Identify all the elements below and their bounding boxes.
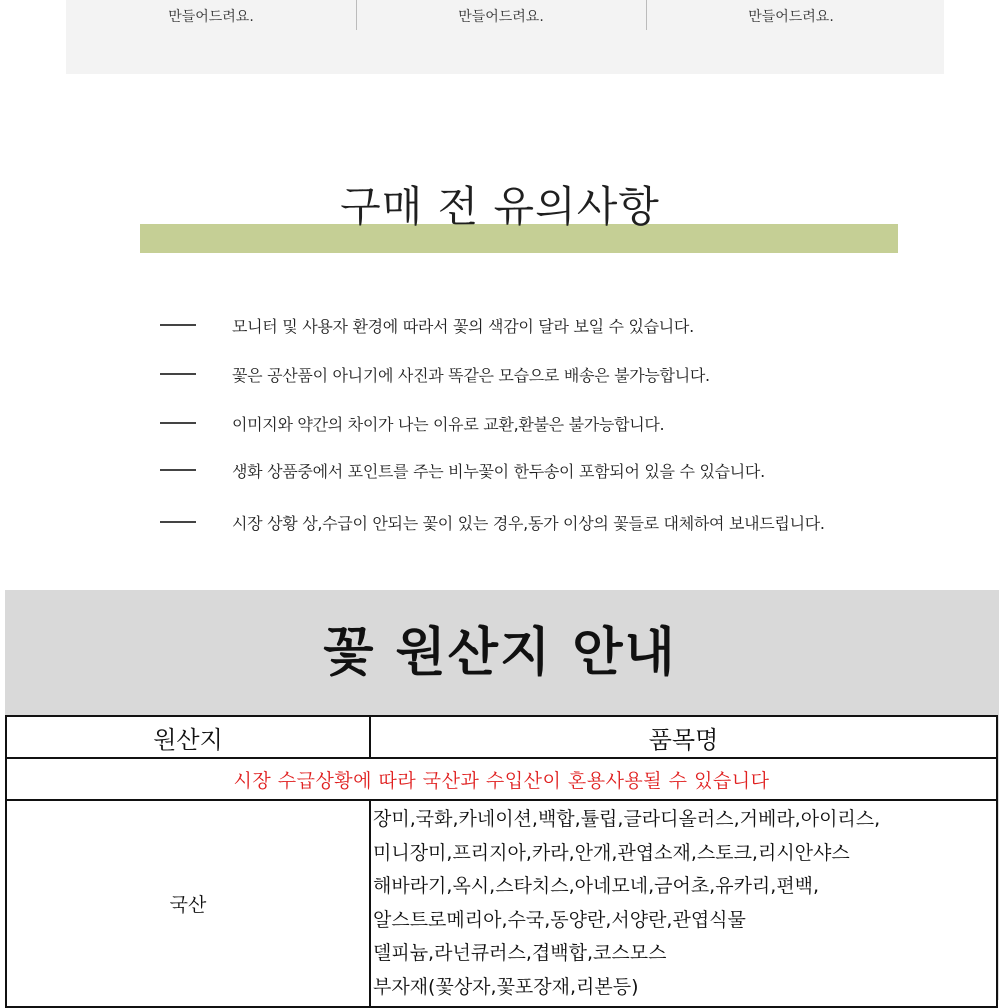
dash-bullet — [160, 521, 196, 523]
notice-item — [160, 408, 664, 438]
table-header-row — [6, 716, 997, 758]
dash-bullet — [160, 324, 196, 326]
item-line: 부자재(꽃상자,꽃포장재,리본등) — [373, 975, 639, 998]
feature-card-text-3: 만들어드려요. — [748, 9, 834, 25]
dash-bullet — [160, 422, 196, 424]
notice-item-text: 이미지와 약간의 차이가 나는 이유로 교환,환불은 불가능합니다. — [232, 414, 665, 434]
origin-title: 꽃 원산지 안내 — [323, 623, 677, 683]
origin-table — [5, 715, 998, 1008]
header-origin: 원산지 — [6, 716, 370, 758]
notice-item — [160, 310, 694, 340]
notice-item — [160, 455, 765, 485]
notice-title: 구매 전 유의사항 — [340, 182, 660, 231]
header-items: 품목명 — [370, 716, 997, 758]
item-line: 델피늄,라넌큐러스,겹백합,코스모스 — [373, 942, 667, 964]
item-line: 미니장미,프리지아,카라,안개,관엽소재,스토크,리시안샤스 — [373, 841, 850, 864]
notice-item-text: 생화 상품중에서 포인트를 주는 비누꽃이 한두송이 포함되어 있을 수 있습니다. — [232, 461, 765, 481]
notice-item-text: 시장 상황 상,수급이 안되는 꽃이 있는 경우,동가 이상의 꽃들로 대체하여 보내드립니다. — [232, 513, 825, 533]
supply-notice: 시장 수급상황에 따라 국산과 수입산이 혼용사용될 수 있습니다 — [6, 758, 997, 800]
item-line: 장미,국화,카네이션,백합,튤립,글라디올러스,거베라,아이리스, — [373, 808, 881, 830]
notice-item — [160, 359, 710, 389]
item-line: 해바라기,옥시,스타치스,아네모네,금어초,유카리,편백, — [373, 875, 820, 897]
feature-card-text-2: 만들어드려요. — [458, 9, 544, 25]
feature-card-text-1: 만들어드려요. — [168, 9, 254, 25]
origin-name: 국산 — [6, 800, 370, 1007]
item-list — [370, 800, 997, 1007]
item-line: 알스트로메리아,수국,동양란,서양란,관엽식물 — [373, 908, 746, 931]
dash-bullet — [160, 469, 196, 471]
notice-row — [6, 758, 997, 800]
table-row — [6, 800, 997, 1007]
notice-item-text: 꽃은 공산품이 아니기에 사진과 똑같은 모습으로 배송은 불가능합니다. — [232, 365, 710, 385]
notice-item — [160, 507, 825, 537]
notice-item-text: 모니터 및 사용자 환경에 따라서 꽃의 색감이 달라 보일 수 있습니다. — [232, 316, 694, 336]
dash-bullet — [160, 373, 196, 375]
